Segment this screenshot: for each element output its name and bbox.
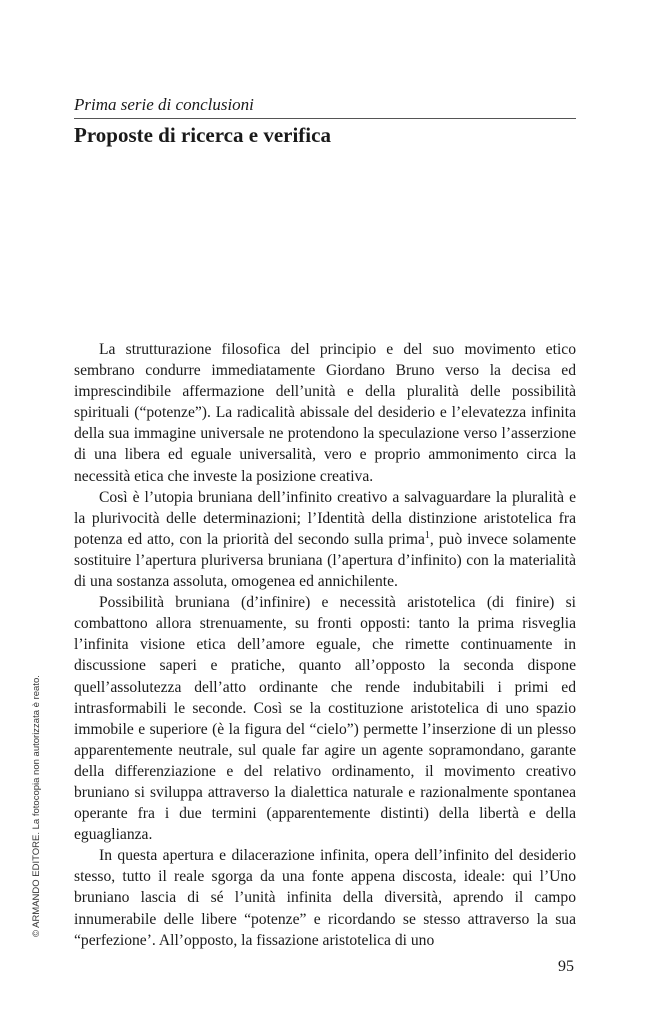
paragraph-4: In questa apertura e dilacerazione infinita, opera dell’infinito del desiderio stesso, tutto il reale sgorga da una fonte appena discosta, ideale: qui l’Uno bruniano lascia di sé l’unità infinita della diversità, aprendo il campo innumerabile delle libere “potenze” e ricordando se stesso attraverso la sua “perfezione’. All’opposto, la fissazione aristotelica di uno — [74, 847, 576, 949]
page-number: 95 — [558, 958, 574, 975]
header-rule — [74, 118, 576, 119]
paragraph-3: Possibilità bruniana (d’infinire) e necessità aristotelica (di finire) si combattono allora strenuamente, su fronti opposti: tanto la prima risveglia l’infinita visione etica dell’amore eguale, che rimette continuamente in discussione saperi e pratiche, quanto all’opposto la seconda dispone quell’assolutezza dell’atto ordinante che rende indubitabili i primi ed intrasformabili le seconde. Così se la costituzione aristotelica di uno spazio immobile e superiore (è la figura del “cielo”) permette l’inserzione di un plesso apparentemente neutrale, sul quale far agire un agente sopramondano, garante della differenziazione e del relativo ordinamento, il movimento creativo bruniano si sviluppa attraverso la dialettica naturale e razionalmente spontanea operante fra i due termini (apparentemente distinti) della libertà e della eguaglianza. — [74, 594, 576, 844]
paragraph-2 — [74, 487, 576, 592]
paragraph-2-text-before-note: Così è l’utopia bruniana dell’infinito creativo a salvaguardare la pluralità e la plurivocità delle determinazioni; l’Identità della distinzione aristotelica fra potenza ed atto, con la priorità del secondo sulla prima — [74, 488, 576, 548]
paragraph-2-text-after-note: , può invece solamente sostituire l’apertura pluriversa bruniana (l’apertura d’infinito) con la materialità di una sostanza assoluta, omogenea ed annichilente. — [74, 530, 576, 591]
chapter-title: Proposte di ricerca e verifica — [74, 123, 331, 147]
body-text — [74, 339, 576, 951]
section-label: Prima serie di conclusioni — [74, 95, 254, 114]
copyright-notice: © ARMANDO EDITORE. La fotocopia non autorizzata è reato. — [31, 675, 42, 937]
paragraph-1: La strutturazione filosofica del principio e del suo movimento etico sembrano condurre immediatamente Giordano Bruno verso la decisa ed imprescindibile affermazione dell’unità e della pluralità delle possibilità spirituali (“potenze”). La radicalità abissale del desiderio e l’elevatezza infinita della sua immagine universale ne protendono la speculazione verso l’asserzione di una libera ed eguale universalità, vero e proprio ammonimento circa la necessità etica che investe la posizione creativa. — [74, 341, 576, 485]
footnote-mark[interactable]: 1 — [424, 529, 430, 541]
